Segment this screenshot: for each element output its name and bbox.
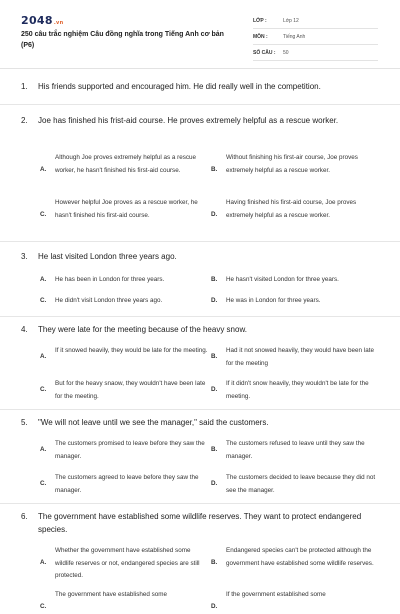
- divider: [0, 316, 400, 317]
- option-text: Although Joe proves extremely helpful as a rescue worker, he hasn't finished his first-aid course.: [55, 154, 197, 174]
- meta-key: SỐ CÂU :: [253, 49, 276, 56]
- meta-row-subject: [253, 29, 378, 45]
- question-number: 1.: [21, 82, 28, 91]
- question-text: The government have established some wildlife reserves. They want to protect endangered species.: [38, 512, 362, 534]
- option-text: Endangered species can't be protected although the government have established some wildlife reserves.: [226, 547, 374, 567]
- meta-key: MÔN :: [253, 33, 268, 40]
- option-text: Had it not snowed heavily, they would have been late for the meeting: [226, 347, 374, 367]
- meta-value: 50: [283, 49, 289, 56]
- option-letter: A.: [40, 353, 47, 360]
- option-letter: C.: [40, 211, 47, 218]
- option-letter: C.: [40, 480, 47, 487]
- question-text: They were late for the meeting because of the heavy snow.: [38, 325, 248, 334]
- option-letter: C.: [40, 297, 47, 304]
- site-logo[interactable]: [21, 14, 63, 27]
- option-letter: D.: [211, 480, 218, 487]
- logo-text: 2048: [21, 14, 53, 27]
- option-letter: B.: [211, 446, 218, 453]
- option-text: The customers agreed to leave before they saw the manager.: [55, 474, 199, 494]
- meta-row-count: [253, 45, 378, 61]
- option-letter: A.: [40, 446, 47, 453]
- divider: [0, 409, 400, 410]
- option-letter: C.: [40, 603, 47, 610]
- option-letter: B.: [211, 276, 218, 283]
- option-text: However helpful Joe proves as a rescue worker, he hasn't finished his first-aid course.: [55, 199, 198, 219]
- option-text: The customers refused to leave until they saw the manager.: [226, 440, 365, 460]
- divider: [0, 503, 400, 504]
- option-text: He has been in London for three years.: [55, 276, 165, 283]
- option-text: Without finishing his first-air course, Joe proves extremely helpful as a rescue worker.: [226, 154, 358, 174]
- option-text: The government have established some: [55, 591, 168, 598]
- question-number: 4.: [21, 325, 28, 334]
- logo-tld: .vn: [53, 20, 64, 26]
- option-text: But for the heavy snaow, they wouldn't have been late for the meeting.: [55, 380, 206, 400]
- option-text: If it snowed heavily, they would be late for the meeting.: [55, 347, 208, 354]
- option-letter: D.: [211, 211, 218, 218]
- meta-value: Lớp 12: [283, 17, 299, 24]
- option-letter: D.: [211, 386, 218, 393]
- option-letter: A.: [40, 559, 47, 566]
- option-letter: D.: [211, 297, 218, 304]
- option-text: Having finished his first-aid course, Joe proves extremely helpful as a rescue worker.: [226, 199, 357, 219]
- divider: [0, 241, 400, 242]
- document-title: 250 câu trắc nghiệm Câu đồng nghĩa trong Tiếng Anh cơ bản (P6): [21, 31, 224, 49]
- meta-key: LỚP :: [253, 17, 267, 24]
- option-letter: D.: [211, 603, 218, 610]
- meta-value: Tiếng Anh: [283, 33, 306, 40]
- option-text: He didn't visit London three years ago.: [55, 297, 163, 304]
- question-text: "We will not leave until we see the manager," said the customers.: [38, 418, 269, 427]
- option-text: If the government established some: [226, 591, 326, 598]
- option-text: The customers promised to leave before they saw the manager.: [55, 440, 205, 460]
- option-letter: B.: [211, 353, 218, 360]
- question-text: Joe has finished his frist-aid course. He proves extremely helpful as a rescue worker.: [38, 116, 339, 125]
- option-letter: B.: [211, 166, 218, 173]
- option-text: If it didn't snow heavily, they wouldn't be late for the meeting.: [226, 380, 369, 400]
- question-number: 5.: [21, 418, 28, 427]
- option-letter: A.: [40, 166, 47, 173]
- option-text: He hasn't visited London for three years.: [226, 276, 339, 283]
- option-text: Whether the government have established some wildlife reserves or not, endangered species are still protected.: [55, 547, 200, 579]
- meta-table: [253, 13, 378, 61]
- option-letter: A.: [40, 276, 47, 283]
- question-number: 6.: [21, 512, 28, 521]
- question-number: 2.: [21, 116, 28, 125]
- option-text: He was in London for three years.: [226, 297, 321, 304]
- question-text: He last visited London three years ago.: [38, 252, 177, 261]
- option-text: The customers decided to leave because they did not see the manager.: [226, 474, 376, 494]
- page-header: [0, 0, 400, 69]
- meta-row-class: [253, 13, 378, 29]
- question-text: His friends supported and encouraged him. He did really well in the competition.: [38, 82, 321, 91]
- option-letter: C.: [40, 386, 47, 393]
- option-letter: B.: [211, 559, 218, 566]
- question-number: 3.: [21, 252, 28, 261]
- divider: [0, 104, 400, 105]
